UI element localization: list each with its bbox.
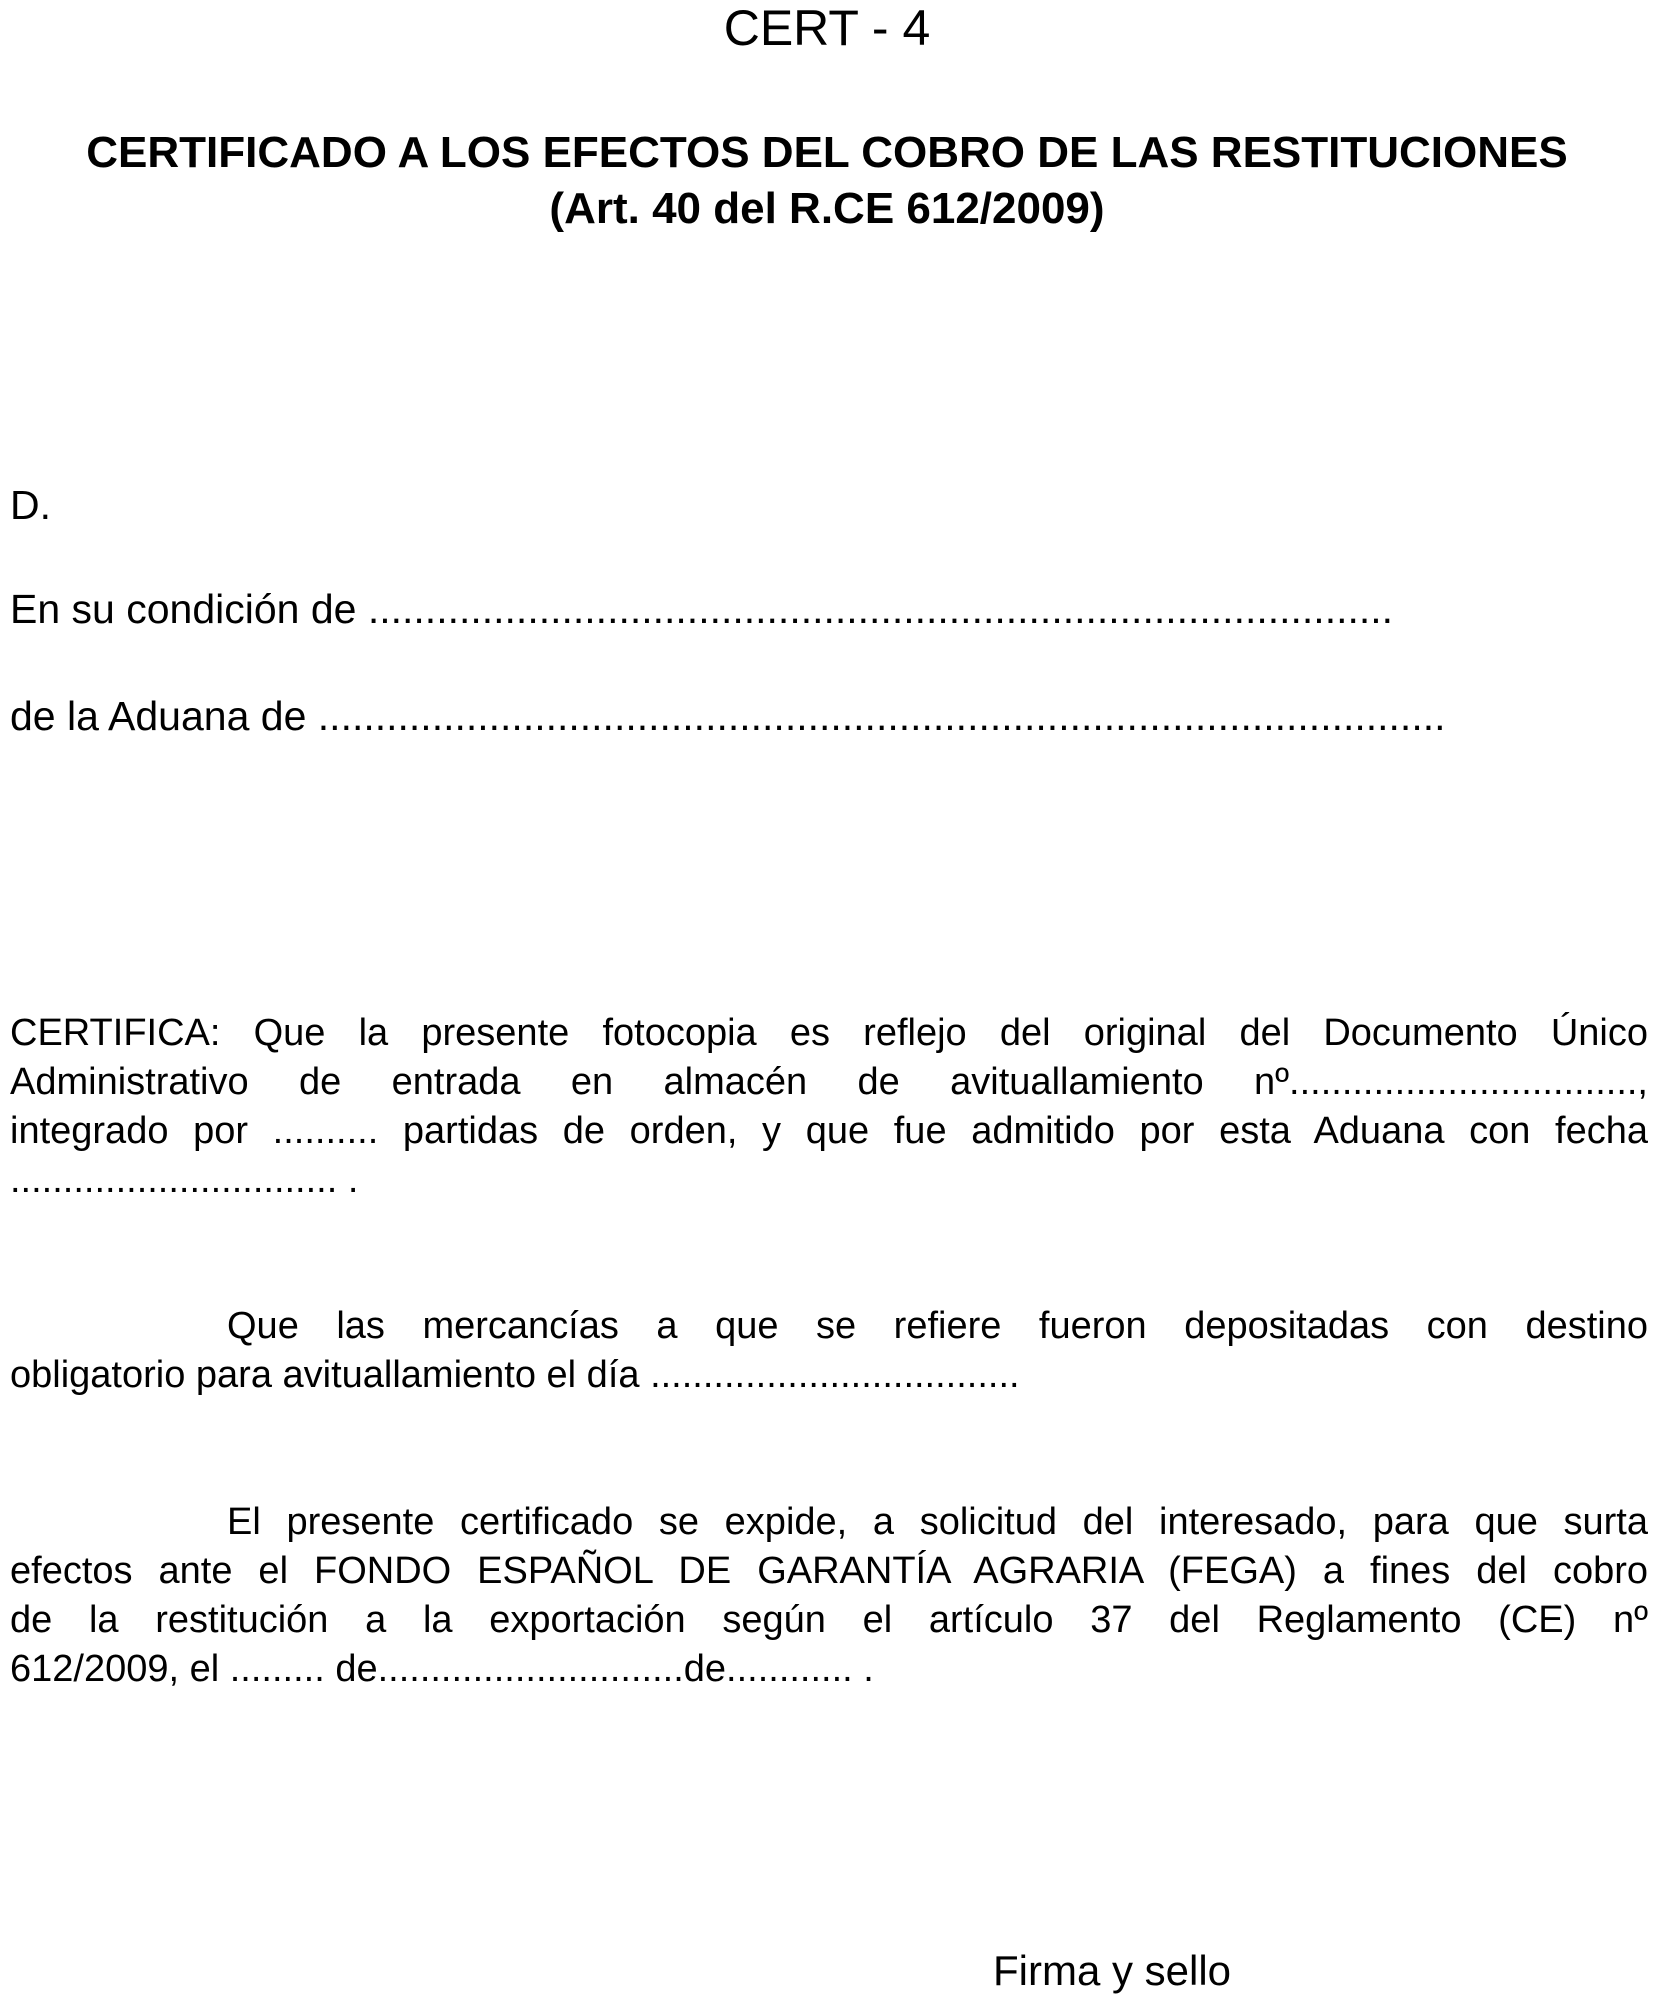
document-title: CERTIFICADO A LOS EFECTOS DEL COBRO DE LAS RESTITUCIONES [86,128,1568,177]
certifica-paragraph [10,1009,1648,1205]
document-subtitle: (Art. 40 del R.CE 612/2009) [549,184,1105,233]
certificate-code: CERT - 4 [723,0,931,56]
issuance-line: El presente certificado se expide, a solicitud del interesado, para que surta [227,1501,1648,1543]
signature-label: Firma y sello [993,1947,1232,1994]
certifica-line: integrado por .......... partidas de orden, y que fue admitido por esta Aduana con fecha [10,1110,1648,1152]
certifica-line: CERTIFICA: Que la presente fotocopia es reflejo del original del Documento Único [10,1012,1648,1054]
certifica-line: ............................... . [10,1159,359,1201]
goods-paragraph [10,1302,1648,1400]
issuance-line: efectos ante el FONDO ESPAÑOL DE GARANTÍA AGRARIA (FEGA) a fines del cobro [10,1550,1648,1592]
issuance-line: de la restitución a la exportación según el artículo 37 del Reglamento (CE) nº [10,1599,1648,1641]
condition-field: En su condición de .......................................................................................... [10,586,1394,632]
certifica-line: Administrativo de entrada en almacén de avituallamiento nº................................., [10,1061,1648,1103]
issuance-line: 612/2009, el ......... de.............................de............ . [10,1648,874,1690]
goods-line: Que las mercancías a que se refiere fueron depositadas con destino [227,1305,1648,1347]
issuance-paragraph [10,1498,1648,1694]
customs-office-field: de la Aduana de ................................................................................................... [10,693,1446,739]
goods-line: obligatorio para avituallamiento el día ................................... [10,1354,1020,1396]
official-name-field: D. [10,482,51,528]
